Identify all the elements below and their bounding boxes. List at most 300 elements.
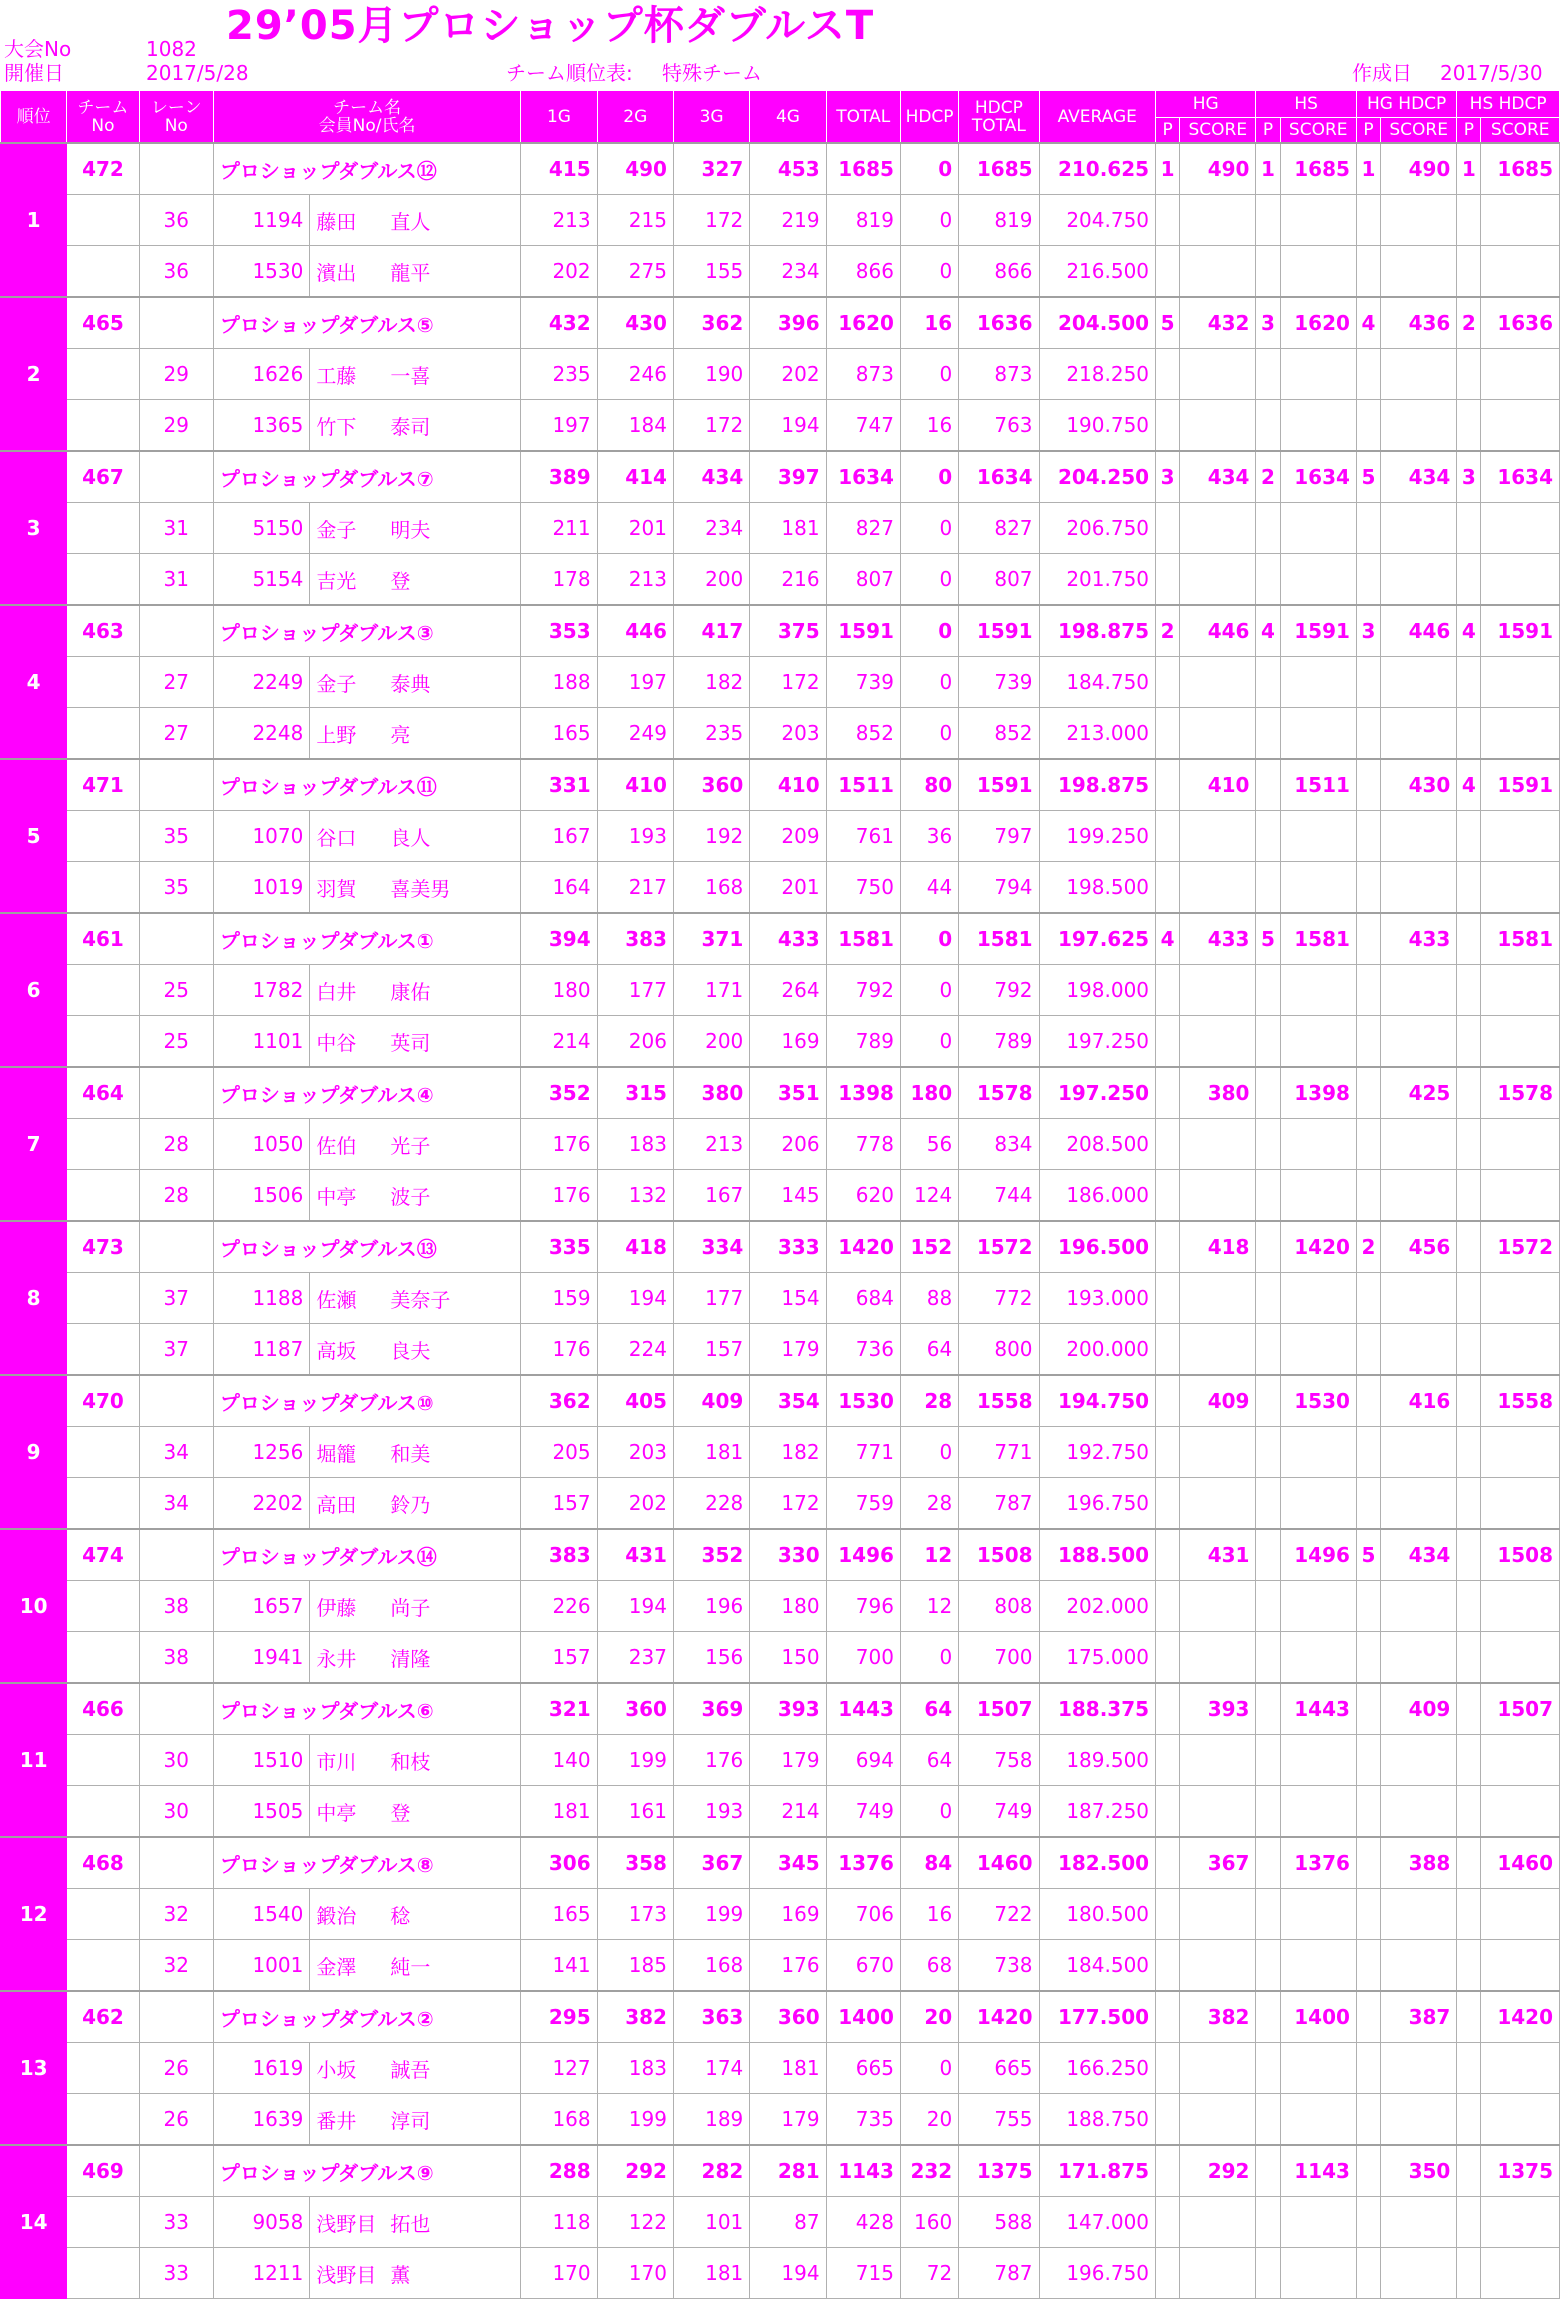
team-no: 469 [67,2145,139,2197]
team-hdcp-total: 1420 [959,1991,1039,2043]
member-hdcp-total: 739 [959,657,1039,708]
member-g3: 181 [673,2248,749,2299]
empty-cell [1457,811,1481,862]
empty-cell [1457,1478,1481,1530]
lane-empty [139,1837,213,1889]
member-surname: 中亭 [316,1800,357,1825]
member-g4: 194 [750,2248,826,2299]
empty-cell [1180,1478,1256,1530]
member-team-empty [67,554,139,606]
team-hgh-score: 434 [1381,451,1457,503]
member-no: 1639 [213,2094,309,2146]
empty-cell [1356,2248,1380,2299]
member-g4: 176 [750,1940,826,1992]
member-g3: 189 [673,2094,749,2146]
member-g1: 170 [521,2248,597,2299]
member-lane: 29 [139,400,213,452]
empty-cell [1156,1170,1180,1222]
member-name [310,2094,521,2146]
team-row [1,1683,1560,1735]
col-hdcp: HDCP [900,91,958,144]
member-name [310,657,521,708]
empty-cell [1256,2094,1280,2146]
member-g1: 211 [521,503,597,554]
team-hs-score: 1398 [1280,1067,1356,1119]
member-g4: 206 [750,1119,826,1170]
empty-cell [1180,2094,1256,2146]
member-hdcp-total: 808 [959,1581,1039,1632]
empty-cell [1256,657,1280,708]
member-total: 700 [826,1632,900,1684]
member-surname: 谷口 [316,825,357,850]
empty-cell [1481,400,1560,452]
team-average: 198.875 [1039,605,1156,657]
member-surname: 中谷 [316,1030,357,1055]
empty-cell [1381,1427,1457,1478]
member-lane: 36 [139,246,213,298]
team-hgh-p [1356,759,1380,811]
member-row [1,657,1560,708]
empty-cell [1156,195,1180,246]
member-no: 1101 [213,1016,309,1068]
empty-cell [1256,349,1280,400]
member-row [1,811,1560,862]
team-average: 171.875 [1039,2145,1156,2197]
team-hg-p [1156,1221,1180,1273]
member-given-name: 和枝 [390,1749,431,1774]
empty-cell [1280,965,1356,1016]
member-team-empty [67,1735,139,1786]
member-hdcp: 0 [900,708,958,760]
team-hs-p [1256,1529,1280,1581]
team-g2: 418 [597,1221,673,1273]
member-row [1,708,1560,760]
team-total: 1511 [826,759,900,811]
member-total: 778 [826,1119,900,1170]
member-g2: 246 [597,349,673,400]
member-hdcp-total: 665 [959,2043,1039,2094]
col-hdcp-total: HDCP TOTAL [959,91,1039,144]
team-row [1,1221,1560,1273]
member-surname: 鍛治 [316,1903,357,1928]
member-row [1,349,1560,400]
empty-cell [1156,1478,1180,1530]
member-no: 5150 [213,503,309,554]
team-name: プロショップダブルス⑪ [213,759,520,811]
empty-cell [1256,1735,1280,1786]
member-lane: 32 [139,1940,213,1992]
page-title: 29’05月プロショップ杯ダブルスT [226,3,875,49]
empty-cell [1156,2248,1180,2299]
member-g3: 177 [673,1273,749,1324]
empty-cell [1481,2094,1560,2146]
member-row [1,554,1560,606]
member-no: 5154 [213,554,309,606]
member-total: 796 [826,1581,900,1632]
member-g1: 167 [521,811,597,862]
member-hdcp: 160 [900,2197,958,2248]
member-average: 189.500 [1039,1735,1156,1786]
empty-cell [1180,657,1256,708]
member-g3: 157 [673,1324,749,1376]
empty-cell [1381,1940,1457,1992]
member-name [310,1940,521,1992]
member-given-name: 登 [390,568,411,593]
team-total: 1496 [826,1529,900,1581]
member-g3: 101 [673,2197,749,2248]
empty-cell [1356,1427,1380,1478]
member-lane: 25 [139,1016,213,1068]
empty-cell [1457,349,1481,400]
team-hg-score: 431 [1180,1529,1256,1581]
team-hs-p [1256,759,1280,811]
member-g1: 159 [521,1273,597,1324]
member-g3: 199 [673,1889,749,1940]
member-row [1,1119,1560,1170]
team-total: 1400 [826,1991,900,2043]
member-g2: 215 [597,195,673,246]
empty-cell [1256,1016,1280,1068]
member-g1: 176 [521,1119,597,1170]
team-hgh-p: 5 [1356,1529,1380,1581]
team-hgh-score: 387 [1381,1991,1457,2043]
team-g1: 306 [521,1837,597,1889]
member-g4: 202 [750,349,826,400]
team-hs-p [1256,1375,1280,1427]
col-rank: 順位 [1,91,67,144]
team-hgh-p [1356,2145,1380,2197]
member-lane: 28 [139,1119,213,1170]
member-hdcp: 16 [900,400,958,452]
empty-cell [1280,862,1356,914]
member-g3: 168 [673,1940,749,1992]
team-hgh-score: 425 [1381,1067,1457,1119]
member-surname: 中亭 [316,1184,357,1209]
member-g1: 157 [521,1478,597,1530]
empty-cell [1180,246,1256,298]
member-g2: 197 [597,657,673,708]
member-g2: 217 [597,862,673,914]
empty-cell [1256,503,1280,554]
team-hs-p [1256,1991,1280,2043]
member-total: 827 [826,503,900,554]
empty-cell [1180,2043,1256,2094]
member-g4: 209 [750,811,826,862]
member-name [310,1478,521,1530]
team-hdcp: 20 [900,1991,958,2043]
member-g3: 155 [673,246,749,298]
empty-cell [1457,1940,1481,1992]
member-g4: 179 [750,1324,826,1376]
team-hsh-p [1457,1991,1481,2043]
member-g1: 188 [521,657,597,708]
member-no: 1941 [213,1632,309,1684]
empty-cell [1457,400,1481,452]
team-g3: 363 [673,1991,749,2043]
empty-cell [1356,195,1380,246]
member-given-name: 薫 [390,2262,411,2287]
member-g2: 194 [597,1273,673,1324]
team-hg-p: 3 [1156,451,1180,503]
member-name [310,503,521,554]
team-hs-score: 1620 [1280,297,1356,349]
member-surname: 濱出 [316,260,357,285]
member-name [310,554,521,606]
member-no: 2248 [213,708,309,760]
team-hg-score: 418 [1180,1221,1256,1273]
member-g4: 179 [750,1735,826,1786]
member-team-empty [67,1324,139,1376]
member-no: 1256 [213,1427,309,1478]
team-hs-score: 1581 [1280,913,1356,965]
team-g4: 393 [750,1683,826,1735]
team-average: 177.500 [1039,1991,1156,2043]
member-row [1,2197,1560,2248]
empty-cell [1180,1016,1256,1068]
empty-cell [1356,503,1380,554]
empty-cell [1481,1170,1560,1222]
team-hdcp-total: 1558 [959,1375,1039,1427]
member-hdcp: 0 [900,1786,958,1838]
empty-cell [1481,1735,1560,1786]
team-total: 1530 [826,1375,900,1427]
team-hs-score: 1511 [1280,759,1356,811]
empty-cell [1280,1889,1356,1940]
team-hs-score: 1530 [1280,1375,1356,1427]
empty-cell [1256,1170,1280,1222]
member-g4: 172 [750,1478,826,1530]
empty-cell [1180,400,1256,452]
member-g1: 168 [521,2094,597,2146]
member-name [310,1632,521,1684]
team-hg-p [1156,1991,1180,2043]
team-hg-p [1156,2145,1180,2197]
member-no: 1365 [213,400,309,452]
empty-cell [1356,1889,1380,1940]
member-given-name: 英司 [390,1030,431,1055]
empty-cell [1381,503,1457,554]
member-given-name: 淳司 [390,2108,431,2133]
empty-cell [1457,1016,1481,1068]
member-row [1,1170,1560,1222]
member-surname: 吉光 [316,568,357,593]
member-total: 749 [826,1786,900,1838]
team-no: 463 [67,605,139,657]
member-g2: 173 [597,1889,673,1940]
empty-cell [1381,195,1457,246]
lane-empty [139,1991,213,2043]
member-g2: 224 [597,1324,673,1376]
empty-cell [1481,1324,1560,1376]
team-hdcp-total: 1375 [959,2145,1039,2197]
empty-cell [1280,246,1356,298]
team-row [1,605,1560,657]
team-g4: 330 [750,1529,826,1581]
empty-cell [1156,1581,1180,1632]
team-hgh-p [1356,913,1380,965]
empty-cell [1356,657,1380,708]
empty-cell [1356,1786,1380,1838]
member-row [1,965,1560,1016]
empty-cell [1356,246,1380,298]
event-date: 2017/5/28 [146,61,249,85]
member-hdcp-total: 700 [959,1632,1039,1684]
team-g4: 345 [750,1837,826,1889]
empty-cell [1156,657,1180,708]
member-hdcp: 20 [900,2094,958,2146]
team-name: プロショップダブルス⑥ [213,1683,520,1735]
team-hg-p [1156,1837,1180,1889]
member-g4: 214 [750,1786,826,1838]
team-hdcp-total: 1591 [959,759,1039,811]
team-hs-score: 1685 [1280,143,1356,195]
empty-cell [1156,965,1180,1016]
member-lane: 34 [139,1427,213,1478]
empty-cell [1156,400,1180,452]
member-hdcp-total: 749 [959,1786,1039,1838]
team-g1: 331 [521,759,597,811]
member-g2: 183 [597,1119,673,1170]
empty-cell [1280,1016,1356,1068]
member-row [1,1016,1560,1068]
lane-empty [139,1375,213,1427]
team-g3: 362 [673,297,749,349]
team-row [1,759,1560,811]
empty-cell [1180,1119,1256,1170]
member-no: 1505 [213,1786,309,1838]
member-no: 1187 [213,1324,309,1376]
member-g2: 201 [597,503,673,554]
team-no: 472 [67,143,139,195]
member-hdcp: 0 [900,195,958,246]
empty-cell [1180,554,1256,606]
empty-cell [1481,246,1560,298]
empty-cell [1280,1632,1356,1684]
member-team-empty [67,1273,139,1324]
member-g4: 145 [750,1170,826,1222]
member-g2: 183 [597,2043,673,2094]
team-hsh-score: 1507 [1481,1683,1560,1735]
member-surname: 伊藤 [316,1595,357,1620]
member-row [1,1581,1560,1632]
team-average: 196.500 [1039,1221,1156,1273]
member-row [1,862,1560,914]
member-surname: 竹下 [316,414,357,439]
member-g1: 176 [521,1324,597,1376]
member-no: 2202 [213,1478,309,1530]
team-hg-p: 4 [1156,913,1180,965]
col-total: TOTAL [826,91,900,144]
sheet-label: チーム順位表: [506,61,633,85]
member-g2: 177 [597,965,673,1016]
team-no: 465 [67,297,139,349]
empty-cell [1256,1273,1280,1324]
team-hsh-p [1457,913,1481,965]
team-g2: 405 [597,1375,673,1427]
member-row [1,1735,1560,1786]
member-given-name: 一喜 [390,363,431,388]
member-g4: 169 [750,1016,826,1068]
member-surname: 番井 [316,2108,357,2133]
team-hsh-score: 1375 [1481,2145,1560,2197]
team-hgh-score: 434 [1381,1529,1457,1581]
team-hsh-p: 4 [1457,759,1481,811]
team-name: プロショップダブルス⑦ [213,451,520,503]
member-hdcp: 0 [900,657,958,708]
team-average: 188.500 [1039,1529,1156,1581]
member-g1: 141 [521,1940,597,1992]
member-lane: 30 [139,1735,213,1786]
member-g2: 275 [597,246,673,298]
member-g3: 228 [673,1478,749,1530]
member-total: 759 [826,1478,900,1530]
empty-cell [1457,862,1481,914]
team-name: プロショップダブルス① [213,913,520,965]
member-team-empty [67,349,139,400]
member-team-empty [67,1632,139,1684]
member-team-empty [67,503,139,554]
member-hdcp-total: 866 [959,246,1039,298]
member-surname: 堀籠 [316,1441,357,1466]
member-name [310,2043,521,2094]
empty-cell [1457,708,1481,760]
team-hgh-p: 2 [1356,1221,1380,1273]
member-lane: 38 [139,1581,213,1632]
empty-cell [1381,657,1457,708]
member-hdcp: 0 [900,1427,958,1478]
empty-cell [1280,708,1356,760]
col-hg-score: SCORE [1180,118,1256,144]
member-row [1,1889,1560,1940]
empty-cell [1457,965,1481,1016]
empty-cell [1180,1581,1256,1632]
team-total: 1620 [826,297,900,349]
team-row [1,451,1560,503]
team-g3: 417 [673,605,749,657]
empty-cell [1280,195,1356,246]
member-hdcp: 72 [900,2248,958,2299]
team-hdcp-total: 1460 [959,1837,1039,1889]
team-hsh-p [1457,1529,1481,1581]
team-row [1,1529,1560,1581]
empty-cell [1381,2197,1457,2248]
empty-cell [1481,2248,1560,2299]
team-hsh-score: 1591 [1481,605,1560,657]
empty-cell [1481,657,1560,708]
member-no: 1657 [213,1581,309,1632]
empty-cell [1381,1478,1457,1530]
member-team-empty [67,811,139,862]
member-hdcp: 16 [900,1889,958,1940]
member-team-empty [67,1889,139,1940]
empty-cell [1156,1632,1180,1684]
member-hdcp-total: 758 [959,1735,1039,1786]
team-row [1,1837,1560,1889]
member-lane: 37 [139,1273,213,1324]
member-surname: 工藤 [316,363,357,388]
member-name [310,2197,521,2248]
team-g4: 333 [750,1221,826,1273]
member-total: 789 [826,1016,900,1068]
member-surname: 高田 [316,1492,357,1517]
member-g3: 172 [673,195,749,246]
member-hdcp: 88 [900,1273,958,1324]
empty-cell [1256,554,1280,606]
team-g1: 383 [521,1529,597,1581]
team-hgh-p [1356,1683,1380,1735]
team-g1: 295 [521,1991,597,2043]
empty-cell [1280,1581,1356,1632]
